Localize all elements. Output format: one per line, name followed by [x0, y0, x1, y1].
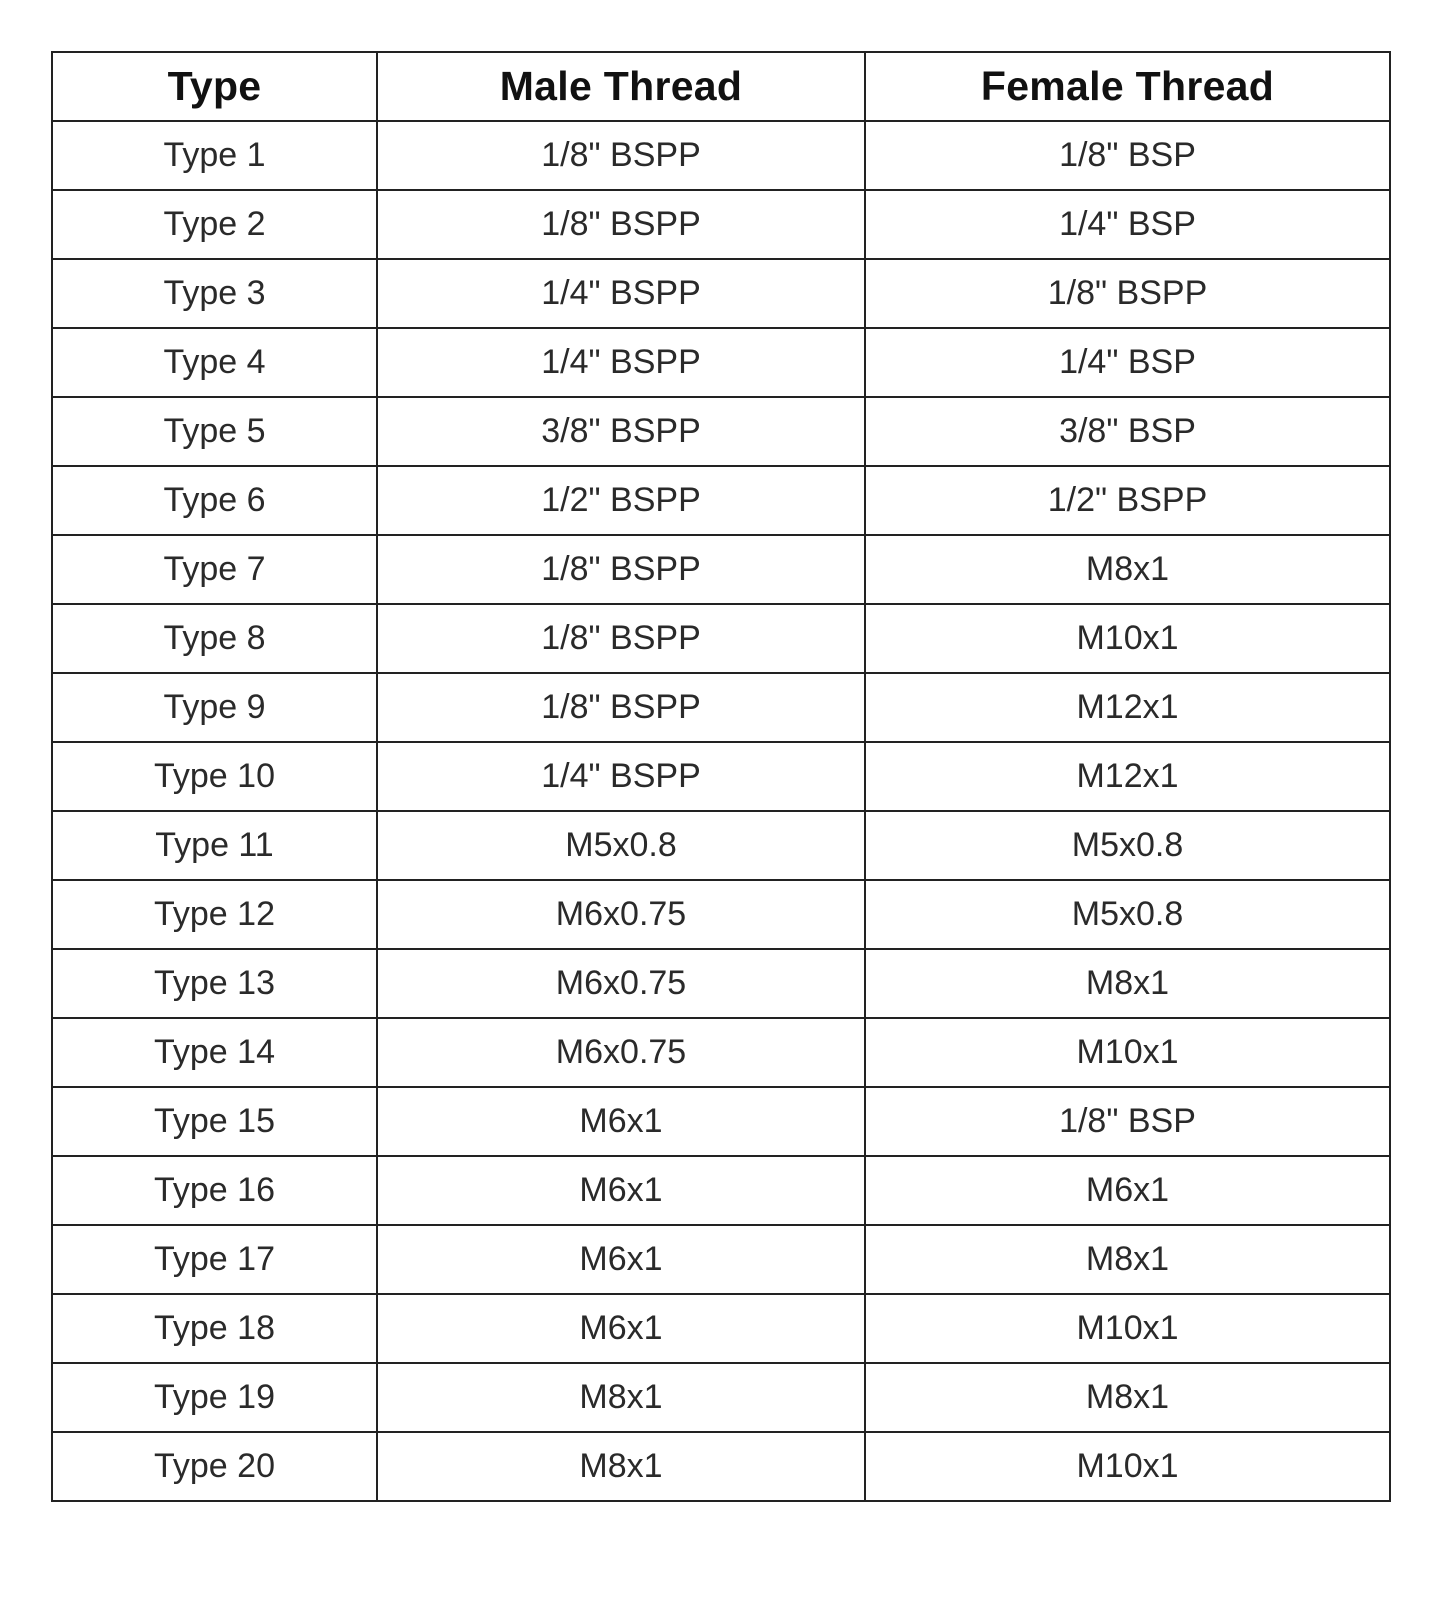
type-cell: Type 11 [52, 811, 377, 880]
male-thread-cell: M5x0.8 [377, 811, 865, 880]
male-thread-cell: M8x1 [377, 1363, 865, 1432]
female-thread-cell: M8x1 [865, 1363, 1390, 1432]
type-cell: Type 19 [52, 1363, 377, 1432]
header-type: Type [52, 52, 377, 121]
female-thread-cell: M12x1 [865, 673, 1390, 742]
female-thread-cell: M8x1 [865, 1225, 1390, 1294]
header-female-thread: Female Thread [865, 52, 1390, 121]
header-male-thread: Male Thread [377, 52, 865, 121]
male-thread-cell: M6x1 [377, 1294, 865, 1363]
female-thread-cell: M8x1 [865, 535, 1390, 604]
table-row [52, 1363, 1390, 1432]
male-thread-cell: 3/8" BSPP [377, 397, 865, 466]
thread-table-container [51, 51, 1389, 1502]
table-row [52, 604, 1390, 673]
female-thread-cell: M10x1 [865, 1018, 1390, 1087]
table-row [52, 535, 1390, 604]
table-row [52, 880, 1390, 949]
male-thread-cell: M6x0.75 [377, 1018, 865, 1087]
type-cell: Type 12 [52, 880, 377, 949]
type-cell: Type 15 [52, 1087, 377, 1156]
female-thread-cell: M8x1 [865, 949, 1390, 1018]
type-cell: Type 6 [52, 466, 377, 535]
male-thread-cell: 1/8" BSPP [377, 121, 865, 190]
male-thread-cell: M6x1 [377, 1225, 865, 1294]
table-row [52, 811, 1390, 880]
male-thread-cell: 1/4" BSPP [377, 742, 865, 811]
type-cell: Type 16 [52, 1156, 377, 1225]
table-body [52, 121, 1390, 1501]
table-row [52, 1087, 1390, 1156]
female-thread-cell: 1/4" BSP [865, 328, 1390, 397]
female-thread-cell: M12x1 [865, 742, 1390, 811]
table-row [52, 1018, 1390, 1087]
type-cell: Type 13 [52, 949, 377, 1018]
thread-type-table [51, 51, 1391, 1502]
type-cell: Type 1 [52, 121, 377, 190]
male-thread-cell: 1/4" BSPP [377, 259, 865, 328]
type-cell: Type 2 [52, 190, 377, 259]
female-thread-cell: 1/8" BSPP [865, 259, 1390, 328]
female-thread-cell: M10x1 [865, 604, 1390, 673]
table-row [52, 397, 1390, 466]
table-header-row [52, 52, 1390, 121]
female-thread-cell: M5x0.8 [865, 880, 1390, 949]
table-row [52, 1294, 1390, 1363]
female-thread-cell: 1/4" BSP [865, 190, 1390, 259]
female-thread-cell: M6x1 [865, 1156, 1390, 1225]
table-row [52, 466, 1390, 535]
table-row [52, 1432, 1390, 1501]
female-thread-cell: M5x0.8 [865, 811, 1390, 880]
male-thread-cell: 1/8" BSPP [377, 190, 865, 259]
male-thread-cell: M8x1 [377, 1432, 865, 1501]
type-cell: Type 20 [52, 1432, 377, 1501]
type-cell: Type 3 [52, 259, 377, 328]
table-row [52, 949, 1390, 1018]
female-thread-cell: 1/8" BSP [865, 1087, 1390, 1156]
male-thread-cell: 1/8" BSPP [377, 673, 865, 742]
table-row [52, 259, 1390, 328]
female-thread-cell: M10x1 [865, 1294, 1390, 1363]
type-cell: Type 5 [52, 397, 377, 466]
female-thread-cell: 3/8" BSP [865, 397, 1390, 466]
male-thread-cell: 1/8" BSPP [377, 604, 865, 673]
male-thread-cell: 1/4" BSPP [377, 328, 865, 397]
type-cell: Type 14 [52, 1018, 377, 1087]
type-cell: Type 7 [52, 535, 377, 604]
table-row [52, 121, 1390, 190]
table-row [52, 328, 1390, 397]
type-cell: Type 10 [52, 742, 377, 811]
type-cell: Type 18 [52, 1294, 377, 1363]
female-thread-cell: M10x1 [865, 1432, 1390, 1501]
male-thread-cell: M6x1 [377, 1156, 865, 1225]
table-row [52, 190, 1390, 259]
male-thread-cell: M6x0.75 [377, 880, 865, 949]
table-row [52, 1156, 1390, 1225]
type-cell: Type 4 [52, 328, 377, 397]
male-thread-cell: M6x1 [377, 1087, 865, 1156]
type-cell: Type 9 [52, 673, 377, 742]
male-thread-cell: M6x0.75 [377, 949, 865, 1018]
male-thread-cell: 1/8" BSPP [377, 535, 865, 604]
table-row [52, 742, 1390, 811]
table-row [52, 673, 1390, 742]
male-thread-cell: 1/2" BSPP [377, 466, 865, 535]
female-thread-cell: 1/2" BSPP [865, 466, 1390, 535]
type-cell: Type 8 [52, 604, 377, 673]
table-row [52, 1225, 1390, 1294]
female-thread-cell: 1/8" BSP [865, 121, 1390, 190]
type-cell: Type 17 [52, 1225, 377, 1294]
